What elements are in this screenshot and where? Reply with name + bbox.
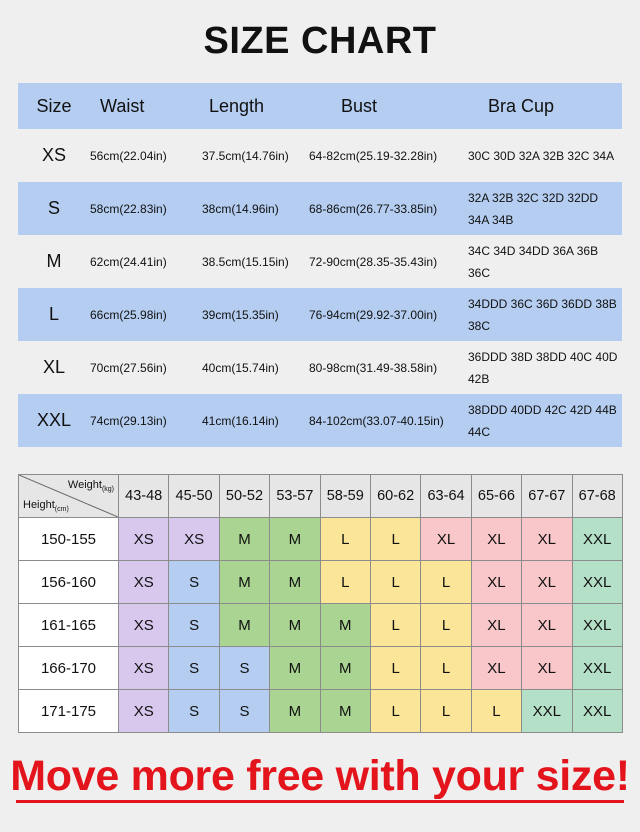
row-size: XL	[42, 357, 66, 377]
row-bust: 76-94cm(29.92-37.00in)	[309, 307, 438, 322]
header-bust: Bust	[341, 95, 378, 116]
size-cell: XL	[471, 604, 521, 647]
grid-row	[19, 561, 623, 604]
weight-header: 58-59	[320, 475, 370, 518]
slogan: Move more free with your size!	[10, 752, 630, 800]
height-header: 156-160	[19, 561, 119, 604]
header-length: Length	[209, 95, 265, 116]
size-cell: L	[370, 561, 420, 604]
row-size: S	[47, 198, 60, 218]
row-waist: 70cm(27.56in)	[90, 360, 167, 375]
size-cell: XL	[421, 518, 471, 561]
header-bra-cup: Bra Cup	[488, 96, 555, 116]
weight-label: Weight$_{(kg)}$	[67, 479, 114, 494]
size-cell: M	[270, 561, 320, 604]
size-cell: XXL	[572, 561, 622, 604]
weight-header: 53-57	[270, 475, 320, 518]
weight-header: 43-48	[119, 475, 169, 518]
row-length: 41cm(16.14in)	[202, 413, 279, 428]
size-cell: S	[169, 604, 219, 647]
height-header: 150-155	[19, 518, 119, 561]
size-cell: S	[219, 647, 269, 690]
size-cell: XS	[169, 518, 219, 561]
row-size: L	[48, 304, 59, 324]
row-bust: 64-82cm(25.19-32.28in)	[309, 148, 438, 163]
header-size: Size	[36, 95, 72, 116]
size-cell: S	[169, 690, 219, 733]
size-cell: S	[219, 690, 269, 733]
measurements-table	[18, 83, 622, 447]
table-row	[18, 288, 622, 341]
row-bra-cup: 32A 32B 32C 32D 32DD 34A 34B	[468, 190, 599, 227]
size-cell: XXL	[522, 690, 572, 733]
header-waist: Waist	[100, 95, 145, 116]
weight-header: 45-50	[169, 475, 219, 518]
grid-header-row	[19, 475, 623, 518]
row-bust: 68-86cm(26.77-33.85in)	[309, 201, 438, 216]
size-cell: L	[370, 647, 420, 690]
grid-row	[19, 604, 623, 647]
size-cell: M	[320, 647, 370, 690]
size-cell: S	[169, 647, 219, 690]
weight-header: 65-66	[471, 475, 521, 518]
size-cell: S	[169, 561, 219, 604]
row-waist: 74cm(29.13in)	[90, 413, 167, 428]
row-bra-cup: 34DDD 36C 36D 36DD 38B 38C	[468, 296, 617, 333]
slogan-underline	[16, 800, 624, 803]
measurements-header	[18, 83, 622, 129]
size-cell: M	[219, 604, 269, 647]
row-bra-cup: 30C 30D 32A 32B 32C 34A	[468, 148, 615, 163]
row-length: 37.5cm(14.76in)	[202, 148, 289, 163]
size-cell: L	[370, 518, 420, 561]
grid-corner	[19, 475, 119, 518]
size-cell: XL	[471, 647, 521, 690]
size-cell: XL	[471, 518, 521, 561]
row-bra-cup: 36DDD 38D 38DD 40C 40D 42B	[468, 349, 618, 386]
size-cell: XL	[522, 561, 572, 604]
size-cell: M	[270, 647, 320, 690]
table-row	[18, 129, 622, 182]
size-cell: XXL	[572, 690, 622, 733]
size-cell: XL	[522, 518, 572, 561]
size-cell: XL	[471, 561, 521, 604]
row-length: 38.5cm(15.15in)	[202, 254, 289, 269]
row-waist: 58cm(22.83in)	[90, 201, 167, 216]
weight-header: 60-62	[370, 475, 420, 518]
size-cell: M	[219, 561, 269, 604]
size-cell: XS	[119, 604, 169, 647]
row-waist: 62cm(24.41in)	[90, 254, 167, 269]
size-cell: L	[471, 690, 521, 733]
size-cell: M	[320, 690, 370, 733]
row-bra-cup: 38DDD 40DD 42C 42D 44B 44C	[468, 402, 617, 439]
height-label: Height$_{(cm)}$	[23, 498, 69, 513]
row-size: XXL	[36, 410, 72, 430]
size-cell: L	[320, 518, 370, 561]
size-cell: M	[270, 690, 320, 733]
height-header: 161-165	[19, 604, 119, 647]
size-cell: M	[320, 604, 370, 647]
size-cell: M	[270, 604, 320, 647]
weight-header: 63-64	[421, 475, 471, 518]
size-cell: L	[421, 561, 471, 604]
size-cell: L	[421, 647, 471, 690]
row-bust: 72-90cm(28.35-35.43in)	[309, 254, 438, 269]
grid-row	[19, 647, 623, 690]
row-length: 38cm(14.96in)	[202, 201, 279, 216]
height-header: 166-170	[19, 647, 119, 690]
size-cell: XL	[522, 604, 572, 647]
row-size: M	[46, 251, 62, 271]
weight-header: 67-67	[522, 475, 572, 518]
size-cell: XS	[119, 561, 169, 604]
height-header: 171-175	[19, 690, 119, 733]
weight-header: 67-68	[572, 475, 622, 518]
row-bra-cup: 34C 34D 34DD 36A 36B 36C	[468, 243, 599, 280]
size-cell: XS	[119, 518, 169, 561]
row-length: 40cm(15.74in)	[202, 360, 279, 375]
table-row	[18, 394, 622, 447]
size-cell: L	[370, 690, 420, 733]
size-cell: L	[320, 561, 370, 604]
table-row	[18, 341, 622, 394]
weight-header: 50-52	[219, 475, 269, 518]
size-cell: XXL	[572, 518, 622, 561]
size-cell: M	[270, 518, 320, 561]
grid-row	[19, 690, 623, 733]
table-row	[18, 235, 622, 288]
size-cell: L	[421, 690, 471, 733]
size-cell: XL	[522, 647, 572, 690]
row-bust: 84-102cm(33.07-40.15in)	[309, 413, 444, 428]
size-cell: XXL	[572, 647, 622, 690]
size-cell: XS	[119, 647, 169, 690]
page-title: SIZE CHART	[203, 20, 437, 62]
size-cell: L	[370, 604, 420, 647]
size-cell: L	[421, 604, 471, 647]
row-waist: 66cm(25.98in)	[90, 307, 167, 322]
size-cell: XXL	[572, 604, 622, 647]
row-waist: 56cm(22.04in)	[90, 148, 167, 163]
grid-row	[19, 518, 623, 561]
size-cell: M	[219, 518, 269, 561]
row-size: XS	[41, 145, 66, 165]
size-cell: XS	[119, 690, 169, 733]
table-row	[18, 182, 622, 235]
row-length: 39cm(15.35in)	[202, 307, 279, 322]
weight-height-grid	[18, 474, 623, 733]
row-bust: 80-98cm(31.49-38.58in)	[309, 360, 438, 375]
